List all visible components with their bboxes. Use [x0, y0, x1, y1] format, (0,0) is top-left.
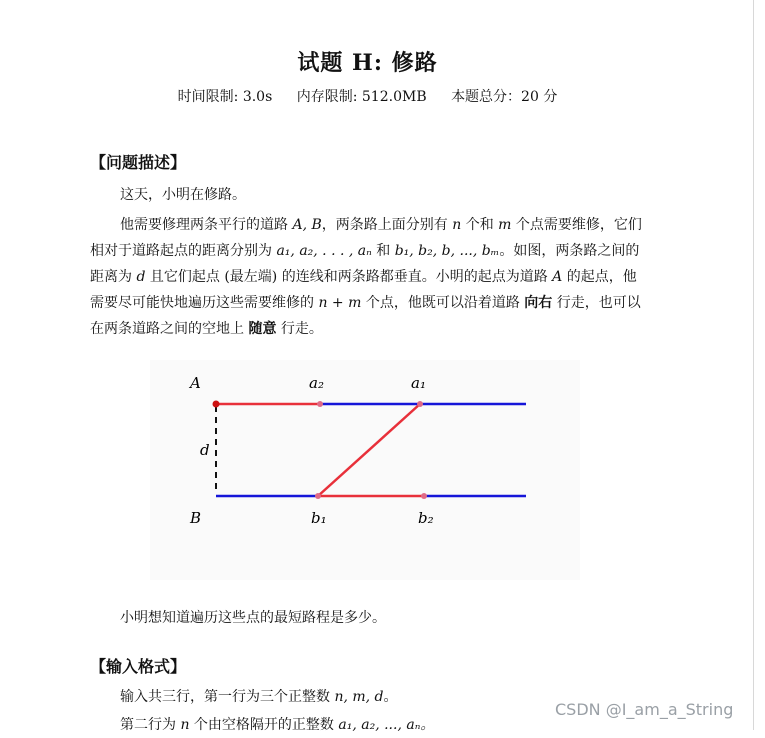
- time-limit: 时间限制: 3.0s: [177, 89, 273, 105]
- start-point: [213, 401, 220, 408]
- label-b1: b₁: [311, 509, 327, 527]
- label-d: d: [200, 441, 210, 459]
- point-a1: [417, 401, 423, 407]
- problem-title: 试题 H: 修路: [297, 50, 438, 76]
- label-a2: a₂: [309, 374, 324, 392]
- description-para-1: 这天，小明在修路。: [120, 187, 246, 203]
- description-heading: 【问题描述】: [90, 153, 187, 172]
- input-heading: 【输入格式】: [90, 657, 187, 676]
- memory-limit: 内存限制: 512.0MB: [296, 89, 427, 105]
- problem-meta: [0, 86, 735, 106]
- point-b2: [421, 493, 427, 499]
- label-B: B: [190, 509, 202, 527]
- point-b1: [315, 493, 321, 499]
- label-A: A: [190, 374, 201, 392]
- point-a2: [317, 401, 323, 407]
- input-line-1: 输入共三行，第一行为三个正整数 n, m, d。: [120, 689, 398, 705]
- page-edge: [753, 0, 754, 730]
- road-diagram: [150, 360, 580, 580]
- total-score: 本题总分：20 分: [451, 89, 558, 105]
- csdn-watermark: CSDN @I_am_a_String: [555, 700, 734, 719]
- description-para-3: 小明想知道遍历这些点的最短路程是多少。: [120, 610, 386, 626]
- label-a1: a₁: [411, 374, 426, 392]
- description-para-2: 他需要修理两条平行的道路 A, B，两条路上面分别有 n 个和 m 个点需要维修，它们相对于道路起点的距离分别为 a₁, a₂, . . . , aₙ 和 b₁, b₂, b, ..., bₘ。如图，两条路之间的距离为 d 且它们起点 (最左端) 的连线和两条路都垂直。小明的起点为道路 A 的起点，他需要尽可能快地遍历这些需要维修的 n + m 个点，他既可以沿着道路 向右 行走，也可以在两条道路之间的空地上 随意 行走。: [90, 217, 642, 337]
- road-figure: [150, 360, 580, 580]
- crossing-path: [318, 404, 420, 496]
- label-b2: b₂: [418, 509, 434, 527]
- input-line-2: 第二行为 n 个由空格隔开的正整数 a₁, a₂, ..., aₙ。: [120, 717, 435, 733]
